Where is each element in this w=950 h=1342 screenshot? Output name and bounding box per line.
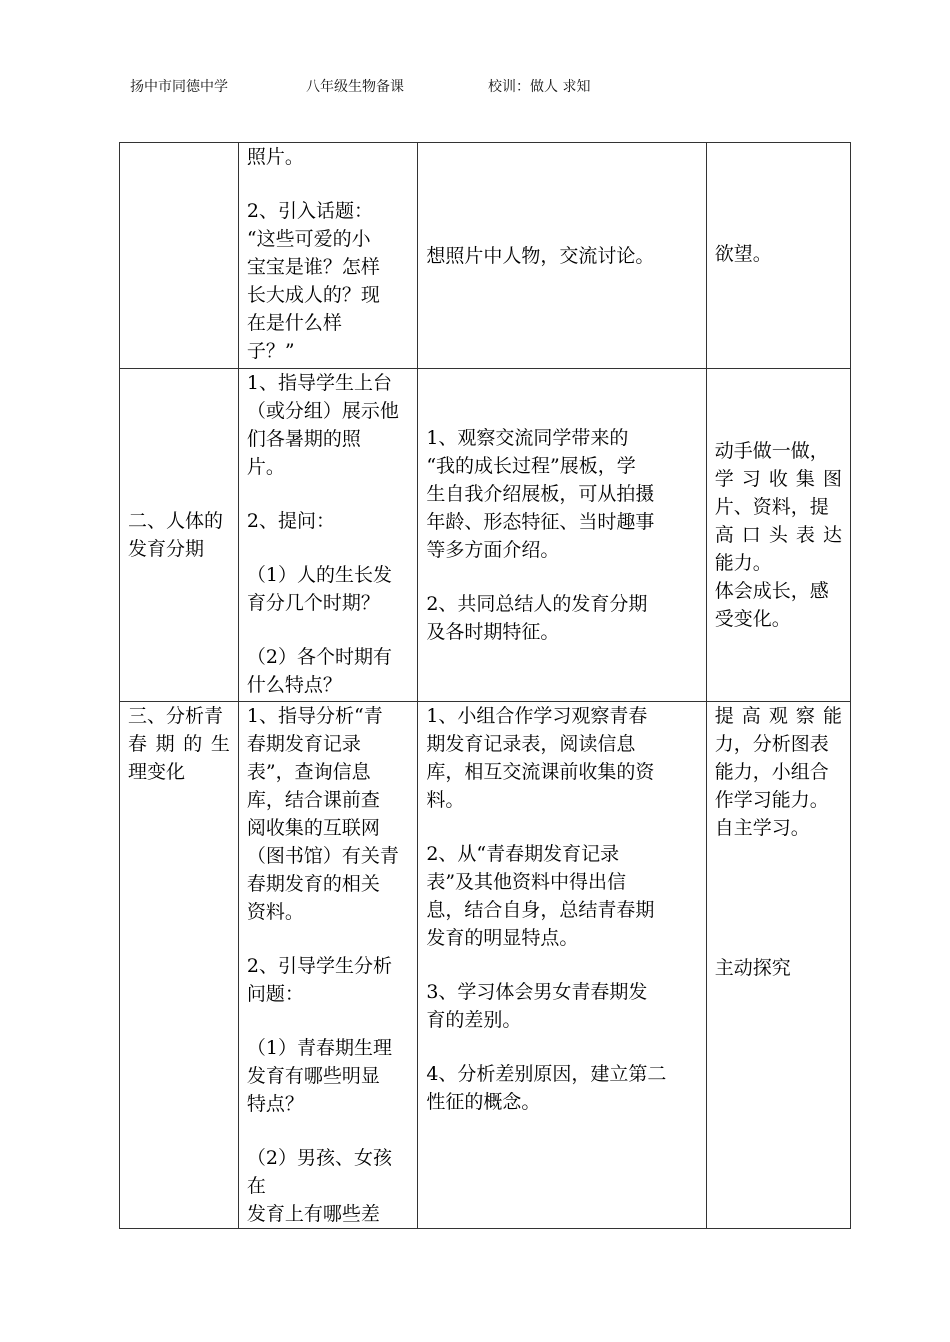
cell-line: 育分几个时期？ <box>246 592 380 614</box>
cell-line: 理变化 <box>128 761 186 783</box>
table-cell-intent <box>706 143 850 369</box>
cell-line: 们各暑期的照 <box>246 428 361 450</box>
cell-line: （1）青春期生理 <box>246 1037 392 1059</box>
cell-line: 照片。 <box>246 146 304 168</box>
table-cell-stage <box>120 143 239 369</box>
cell-line: 2、从“青春期发育记录 <box>426 843 620 865</box>
cell-line: 2、提问： <box>246 510 335 532</box>
cell-line: 库，结合课前查 <box>246 789 380 811</box>
cell-line: 作学习能力。 <box>714 789 829 811</box>
cell-line: （2）各个时期有 <box>246 646 392 668</box>
cell-line: 提高观察能 <box>714 705 842 727</box>
cell-line: 表”，查询信息 <box>246 761 371 783</box>
cell-line: 期发育记录表，阅读信息 <box>426 733 636 755</box>
lesson-plan-table <box>119 142 851 1229</box>
cell-line: 特点？ <box>246 1093 304 1115</box>
cell-line: 春期发育的相关 <box>246 873 380 895</box>
header-motto: 校训：做人 求知 <box>488 79 591 95</box>
cell-line: 2、共同总结人的发育分期 <box>426 593 648 615</box>
table-cell-teacher-activity <box>238 143 417 369</box>
cell-line: 二、人体的 <box>128 510 224 532</box>
cell-line: 春期的生 <box>128 733 230 755</box>
cell-line: 体会成长，感 <box>714 580 829 602</box>
cell-line: 受变化。 <box>714 608 791 630</box>
page-header <box>130 76 830 98</box>
cell-line: “我的成长过程”展板，学 <box>426 455 636 477</box>
cell-line: （2）男孩、女孩在 <box>246 1147 392 1197</box>
cell-line: 3、学习体会男女青春期发 <box>426 981 648 1003</box>
table-cell-teacher-activity <box>238 369 417 702</box>
cell-line: 能力。 <box>714 552 772 574</box>
cell-line: 想照片中人物，交流讨论。 <box>426 244 655 267</box>
cell-line: 发育分期 <box>128 538 205 560</box>
cell-line: 三、分析青 <box>128 705 224 727</box>
table-row <box>120 369 851 702</box>
cell-line: （1）人的生长发 <box>246 564 392 586</box>
cell-line: 1、小组合作学习观察青春 <box>426 705 648 727</box>
cell-line: 问题： <box>246 983 304 1005</box>
cell-line: 动手做一做， <box>714 440 829 462</box>
table-cell-student-activity <box>418 143 706 369</box>
cell-line: 2、引导学生分析 <box>246 955 392 977</box>
cell-line: 2、引入话题： <box>246 200 373 222</box>
cell-line: 发育有哪些明显 <box>246 1065 380 1087</box>
table-cell-intent <box>706 369 850 702</box>
cell-line: “这些可爱的小 <box>246 228 371 250</box>
cell-line: 1、指导分析“青 <box>246 705 383 727</box>
cell-line: 料。 <box>426 789 465 811</box>
cell-line: 主动探究 <box>714 957 791 979</box>
cell-line: 表”及其他资料中得出信 <box>426 871 627 893</box>
cell-line: 高口头表达 <box>714 524 842 546</box>
cell-line: 长大成人的？现 <box>246 284 380 306</box>
cell-line: 宝宝是谁？怎样 <box>246 256 380 278</box>
table-cell-stage <box>120 702 239 1229</box>
cell-line: 发育上有哪些差 <box>246 1203 380 1225</box>
cell-line: 库，相互交流课前收集的资 <box>426 761 655 783</box>
cell-line: 1、观察交流同学带来的 <box>426 427 629 449</box>
cell-line: 片、资料，提 <box>714 496 829 518</box>
header-course: 八年级生物备课 <box>306 79 404 95</box>
cell-line: （图书馆）有关青 <box>246 845 399 867</box>
cell-line: 阅收集的互联网 <box>246 817 380 839</box>
header-school: 扬中市同德中学 <box>130 79 228 95</box>
cell-line: 育的差别。 <box>426 1009 522 1031</box>
table-cell-student-activity <box>418 369 706 702</box>
cell-line: 欲望。 <box>714 242 772 265</box>
cell-line: 息，结合自身，总结青春期 <box>426 899 655 921</box>
cell-line: 发育的明显特点。 <box>426 927 579 949</box>
cell-line: 片。 <box>246 456 285 478</box>
cell-line: 年龄、形态特征、当时趣事 <box>426 511 655 533</box>
cell-line: 在是什么样 <box>246 312 342 334</box>
table-row <box>120 702 851 1229</box>
table-row <box>120 143 851 369</box>
cell-line: 自主学习。 <box>714 817 810 839</box>
cell-line: 力，分析图表 <box>714 733 829 755</box>
cell-line: 性征的概念。 <box>426 1091 541 1113</box>
cell-line: 1、指导学生上台 <box>246 372 392 394</box>
cell-line: 什么特点？ <box>246 674 342 696</box>
cell-line: 及各时期特征。 <box>426 621 560 643</box>
table-cell-student-activity <box>418 702 706 1229</box>
cell-line: 学习收集图 <box>714 468 842 490</box>
cell-line: 等多方面介绍。 <box>426 539 560 561</box>
cell-line: 子？” <box>246 340 295 362</box>
cell-line: （或分组）展示他 <box>246 400 399 422</box>
cell-line: 4、分析差别原因，建立第二 <box>426 1063 667 1085</box>
cell-line: 资料。 <box>246 901 304 923</box>
table-cell-intent <box>706 702 850 1229</box>
table-cell-stage <box>120 369 239 702</box>
table-cell-teacher-activity <box>238 702 417 1229</box>
cell-line: 生自我介绍展板，可从拍摄 <box>426 483 655 505</box>
cell-line: 能力，小组合 <box>714 761 829 783</box>
cell-line: 春期发育记录 <box>246 733 361 755</box>
